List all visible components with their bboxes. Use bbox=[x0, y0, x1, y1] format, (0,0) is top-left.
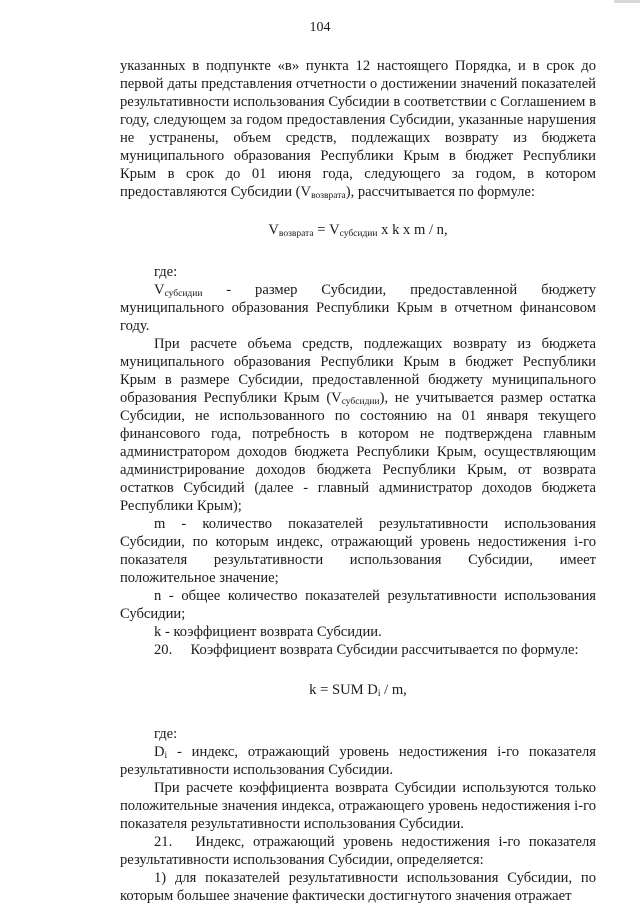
definition-m: m - количество показателей результативности использования Субсидии, по которым индекс, отражающий уровень недостижения i-го показателя результативности использования Субсидии, имеет положительное значение; bbox=[120, 516, 596, 586]
where-label-2: где: bbox=[154, 726, 178, 742]
definition-k: k - коэффициент возврата Субсидии. bbox=[154, 624, 382, 640]
document-body bbox=[120, 57, 596, 905]
page-number: 104 bbox=[309, 20, 331, 35]
definition-n: n - общее количество показателей результативности использования Субсидии; bbox=[120, 588, 596, 622]
definition-text: - индекс, отражающий уровень недостижения i-го показателя результативности использования Субсидии. bbox=[120, 744, 596, 778]
formula-subscript: субсидии bbox=[339, 229, 378, 239]
paragraph-text-end: ), не учитывается размер остатка Субсидии, не использованного по состоянию на 01 января текущего финансового года, потребность в котором не подтверждена главным администратором доходов бюджета Республики Крым, осуществляющим администрирование доходов бюджета Республики Крым, от возврата остатков Субсидий (далее - главный администратор доходов бюджета Республики Крым); bbox=[120, 390, 596, 514]
definition-text: - размер Субсидии, предоставленной бюджету муниципального образования Республики Крым в отчетном финансовом году. bbox=[120, 282, 596, 334]
where-label: где: bbox=[154, 264, 178, 280]
paragraph-21: 21. Индекс, отражающий уровень недостижения i-го показателя результативности использования Субсидии, определяется: bbox=[120, 834, 596, 868]
definition-symbol: D bbox=[154, 744, 165, 760]
formula-symbol: = V bbox=[313, 222, 340, 238]
definition-subscript: i bbox=[164, 751, 168, 761]
subscript: возврата bbox=[311, 191, 346, 201]
scan-corner-mark bbox=[614, 0, 640, 3]
paragraph-continuation bbox=[120, 57, 596, 201]
formula-symbol: k = SUM D bbox=[309, 682, 378, 698]
paragraph-20: 20. Коэффициент возврата Субсидии рассчитывается по формуле: bbox=[154, 642, 579, 658]
formula-tail: / m, bbox=[380, 682, 407, 698]
formula-subscript: i bbox=[377, 689, 381, 699]
definition-v-subsidy bbox=[120, 281, 596, 335]
paragraph-item-1: 1) для показателей результативности использования Субсидии, по которым большее значение фактически достигнутого значения отражает bbox=[120, 870, 596, 904]
formula-symbol: V bbox=[268, 222, 279, 238]
definition-subscript: субсидии bbox=[164, 289, 203, 299]
formula-return-coefficient bbox=[120, 681, 596, 699]
definition-d-index bbox=[120, 743, 596, 779]
subscript: субсидии bbox=[341, 397, 380, 407]
paragraph-text-end: ), рассчитывается по формуле: bbox=[345, 184, 535, 200]
paragraph-calculation-note bbox=[120, 335, 596, 515]
paragraph-text: При расчете объема средств, подлежащих возврату из бюджета муниципального образования Республики Крым в бюджет Республики Крым в размере Субсидии, предоставленной бюджету муниципального образования Республики Крым (V bbox=[120, 336, 596, 406]
formula-tail: x k x m / n, bbox=[377, 222, 448, 238]
paragraph-text: указанных в подпункте «в» пункта 12 настоящего Порядка, и в срок до первой даты представления отчетности о достижении значений показателей результативности использования Субсидии в соответствии с Соглашением в году, следующем за годом предоставления Субсидии, указанные нарушения не устранены, объем средств, подлежащих возврату из бюджета муниципального образования Республики Крым в бюджет Республики Крым в срок до 01 июня года, следующего за годом, в котором предоставляются Субсидии (V bbox=[120, 58, 596, 200]
definition-symbol: V bbox=[154, 282, 165, 298]
paragraph-positive-values: При расчете коэффициента возврата Субсидии используются только положительные значения индекса, отражающего уровень недостижения i-го показателя результативности использования Субсидии. bbox=[120, 780, 596, 832]
formula-return-volume bbox=[120, 221, 596, 239]
formula-subscript: возврата bbox=[278, 229, 314, 239]
